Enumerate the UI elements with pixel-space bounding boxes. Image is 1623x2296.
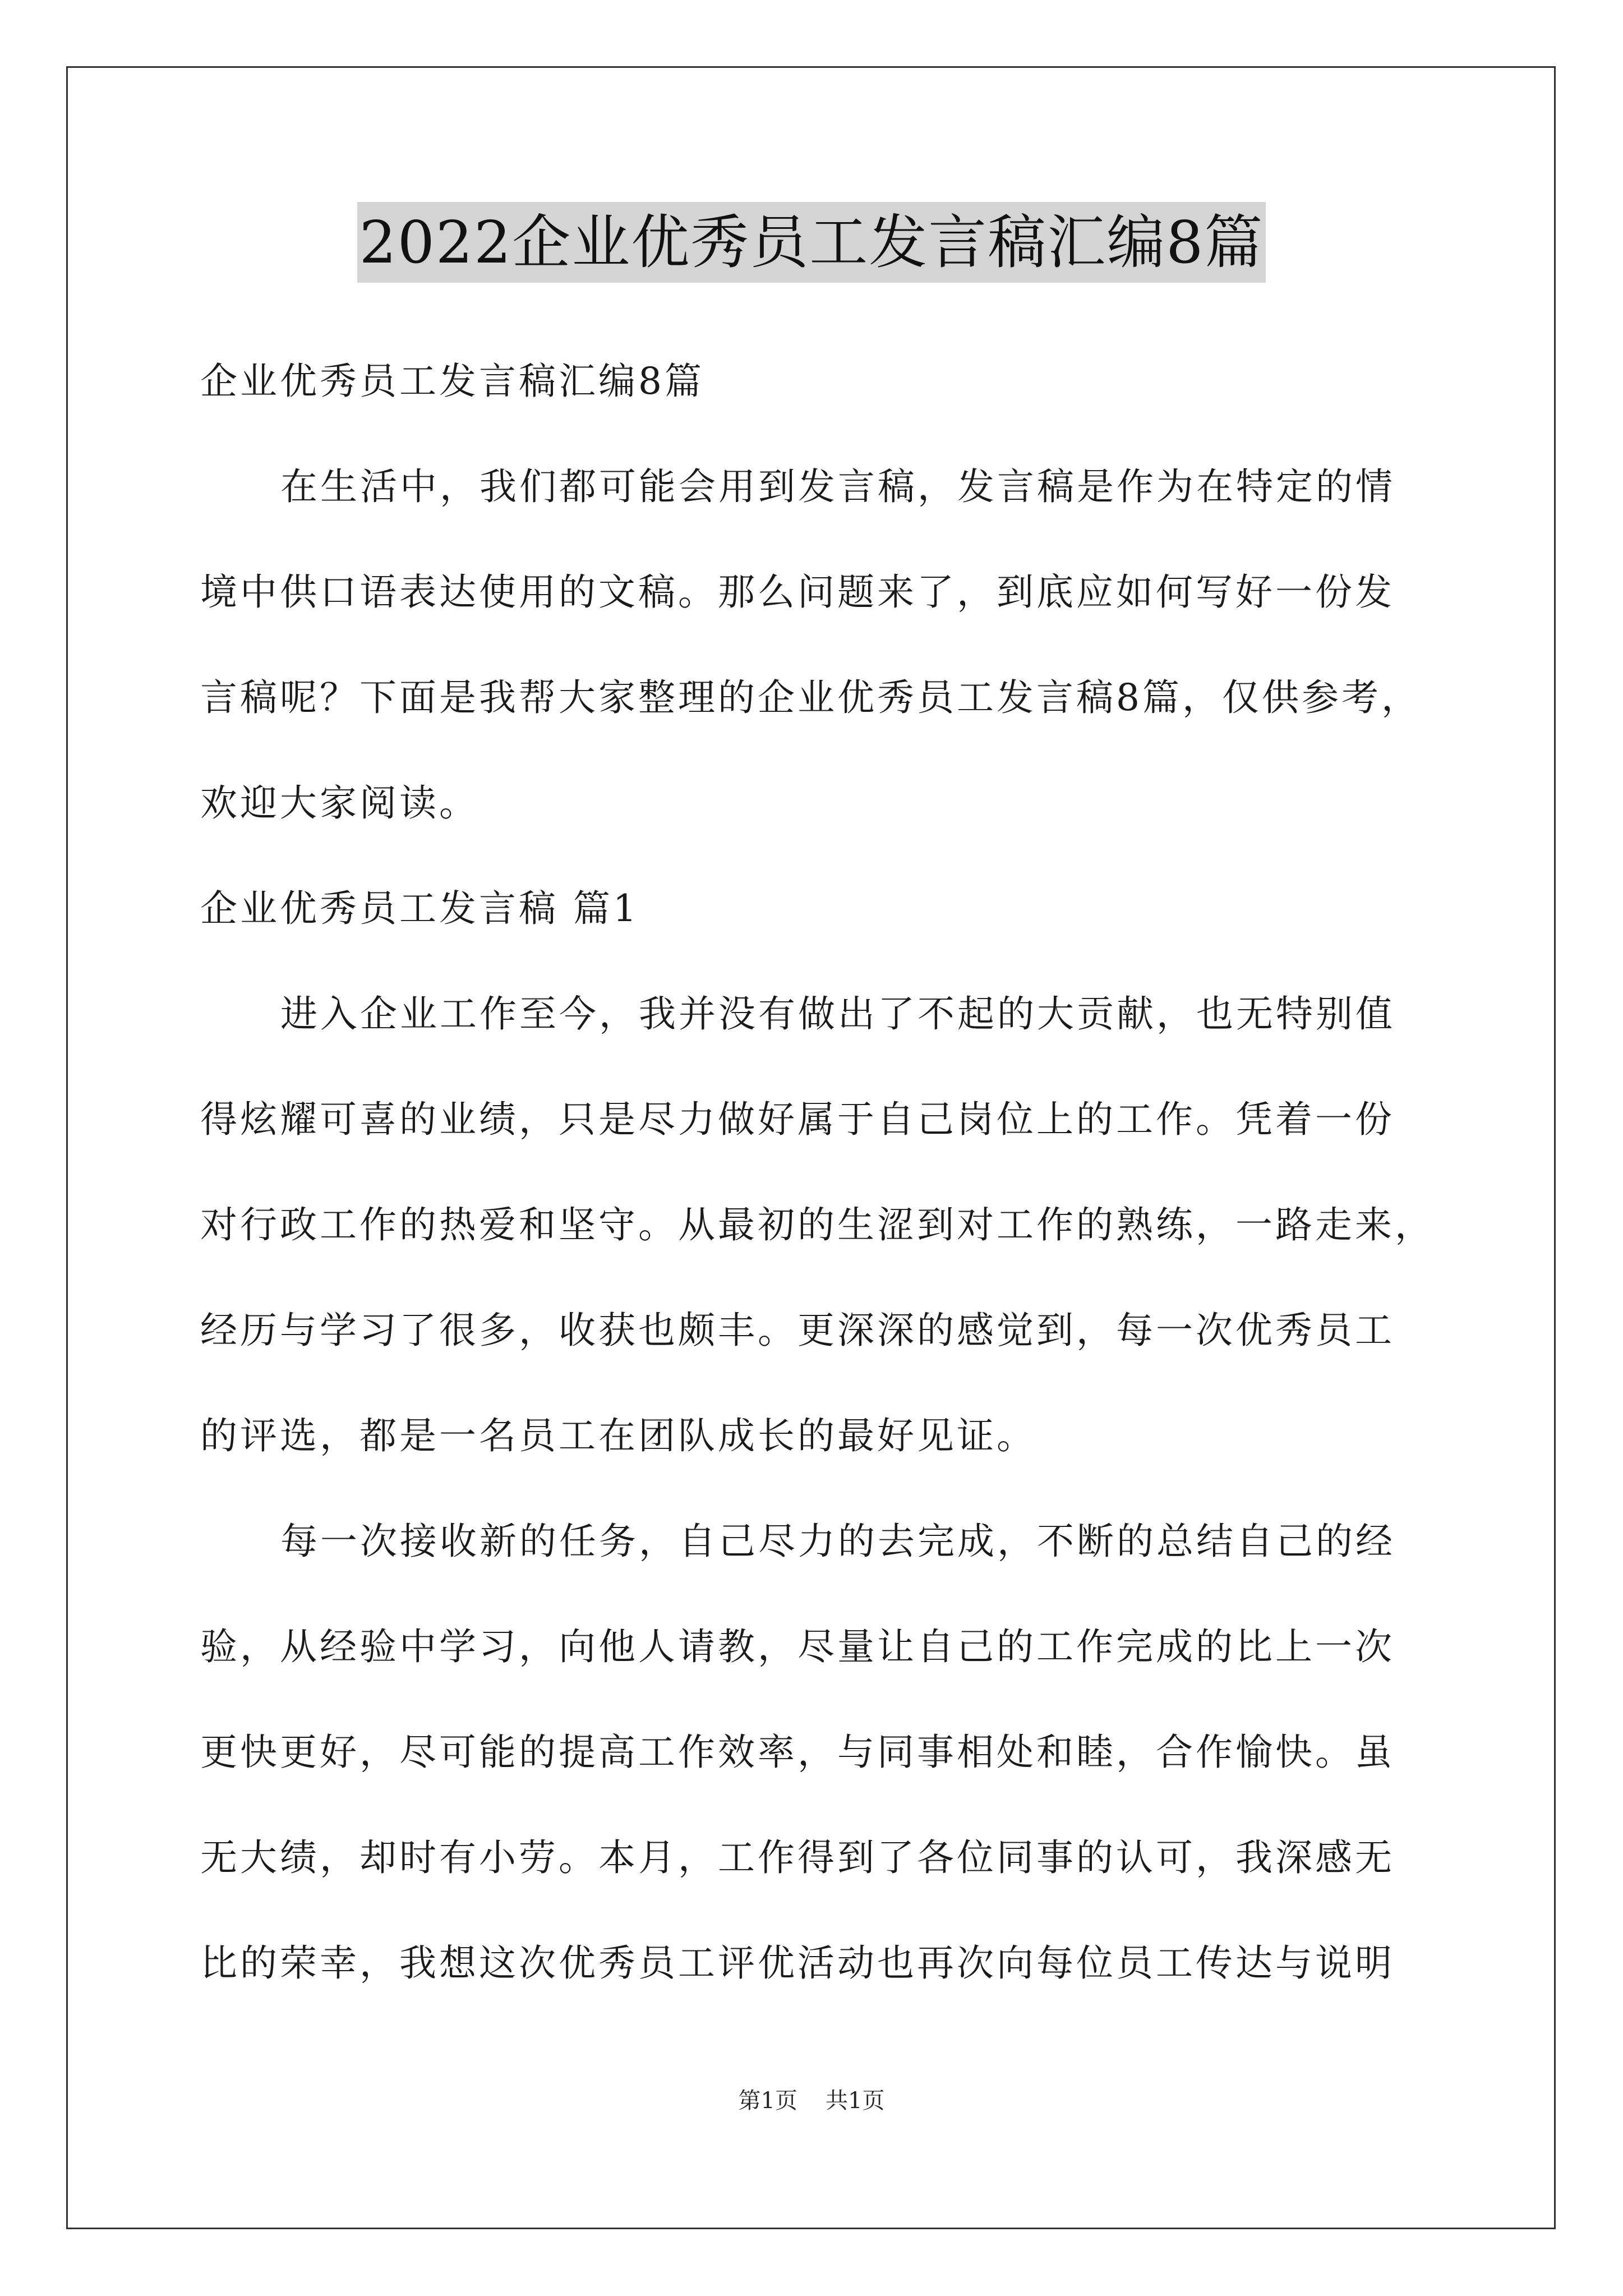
para1-line-1: 进入企业工作至今，我并没有做出了不起的大贡献，也无特别值 xyxy=(280,992,1395,1036)
para2-line-3: 更快更好，尽可能的提高工作效率，与同事相处和睦，合作愉快。虽 xyxy=(200,1731,1395,1774)
intro-line-4: 欢迎大家阅读。 xyxy=(200,781,479,825)
para1-line-4: 经历与学习了很多，收获也颇丰。更深深的感觉到，每一次优秀员工 xyxy=(200,1309,1395,1352)
para2-line-5: 比的荣幸，我想这次优秀员工评优活动也再次向每位员工传达与说明 xyxy=(200,1941,1395,1985)
page-footer xyxy=(0,2087,1623,2115)
intro-line-2: 境中供口语表达使用的文稿。那么问题来了，到底应如何写好一份发 xyxy=(200,570,1395,614)
para1-line-2: 得炫耀可喜的业绩，只是尽力做好属于自己岗位上的工作。凭着一份 xyxy=(200,1098,1395,1141)
page-total: 共1页 xyxy=(826,2088,885,2114)
subtitle-line: 企业优秀员工发言稿汇编8篇 xyxy=(200,360,704,403)
section-heading-1: 企业优秀员工发言稿 篇1 xyxy=(200,887,639,930)
para1-line-3: 对行政工作的热爱和坚守。从最初的生涩到对工作的熟练，一路走来， xyxy=(200,1203,1435,1246)
document-title: 2022企业优秀员工发言稿汇编8篇 xyxy=(357,202,1266,283)
para2-line-4: 无大绩，却时有小劳。本月，工作得到了各位同事的认可，我深感无 xyxy=(200,1836,1395,1879)
page-number: 第1页 xyxy=(738,2088,797,2114)
intro-line-1: 在生活中，我们都可能会用到发言稿，发言稿是作为在特定的情 xyxy=(280,465,1395,508)
intro-line-3: 言稿呢？下面是我帮大家整理的企业优秀员工发言稿8篇，仅供参考， xyxy=(200,676,1421,719)
title-wrap xyxy=(0,202,1623,283)
para1-line-5: 的评选，都是一名员工在团队成长的最好见证。 xyxy=(200,1414,1036,1457)
para2-line-1: 每一次接收新的任务，自己尽力的去完成，不断的总结自己的经 xyxy=(280,1520,1395,1563)
para2-line-2: 验，从经验中学习，向他人请教，尽量让自己的工作完成的比上一次 xyxy=(200,1625,1395,1668)
